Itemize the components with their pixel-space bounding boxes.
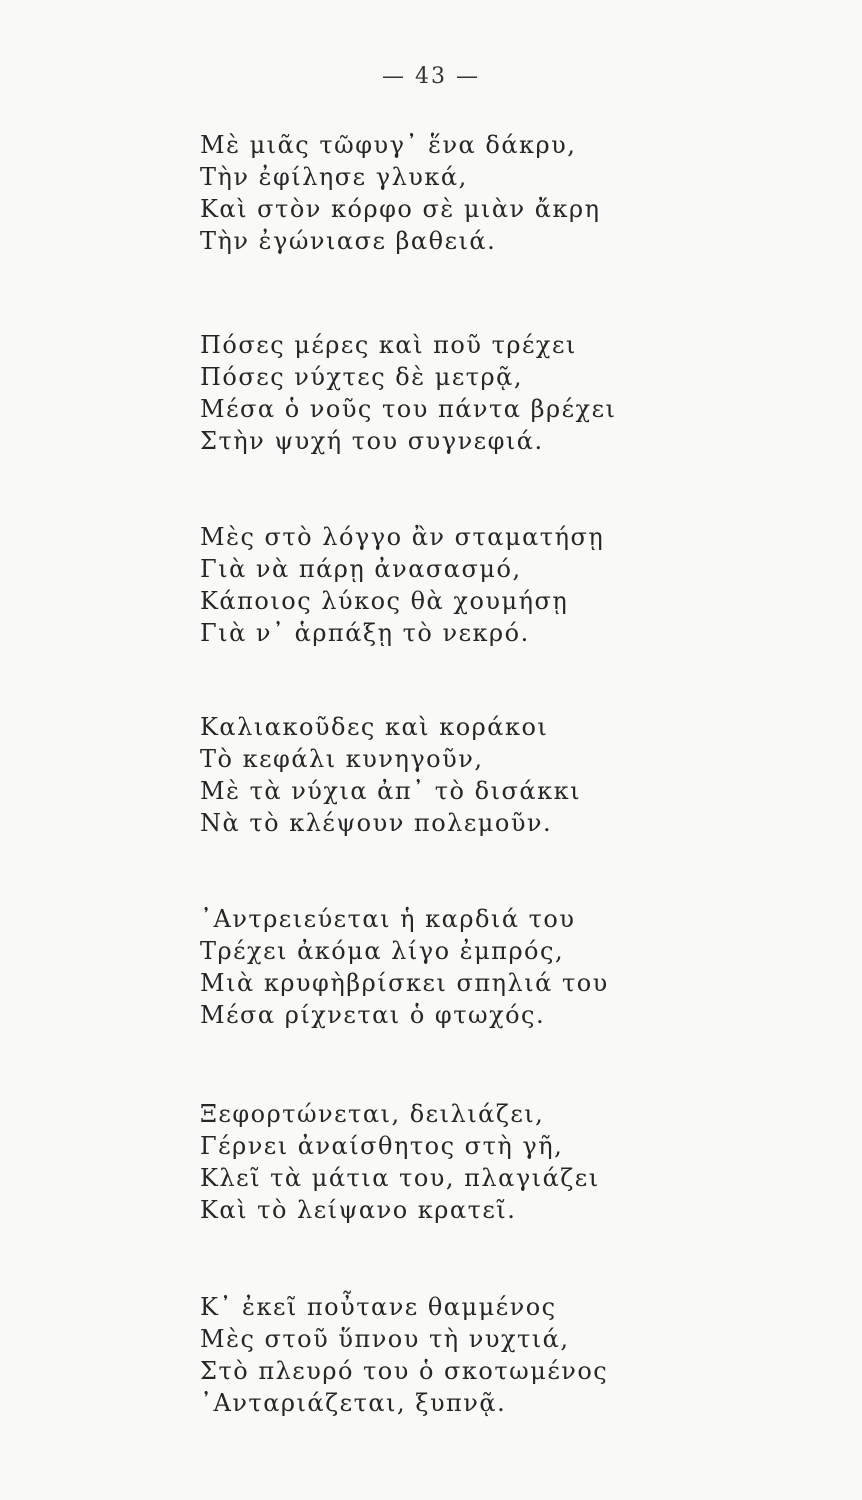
- verse-line: Μέσα ὁ νοῦς του πάντα βρέχει: [200, 395, 617, 423]
- verse-line: Τρέχει ἀκόμα λίγο ἐμπρός,: [200, 937, 565, 965]
- verse-line: ᾿Αντρειεύεται ἡ καρδιά του: [200, 905, 576, 933]
- verse-line: ᾿Ανταριάζεται, ξυπνᾷ.: [200, 1389, 507, 1417]
- stanza-4: [200, 711, 660, 839]
- verse-line: Καὶ τὸ λείψανο κρατεῖ.: [200, 1196, 517, 1224]
- stanza-5: [200, 903, 660, 1031]
- verse-line: Γέρνει ἀναίσθητος στὴ γῆ,: [200, 1132, 564, 1160]
- verse-line: Μὲ τὰ νύχια ἀπ᾿ τὸ δισάκκι: [200, 777, 581, 805]
- verse-line: Μέσα ρίχνεται ὁ φτωχός.: [200, 1001, 546, 1029]
- verse-line: Τὴν ἐγώνιασε βαθειά.: [200, 227, 497, 255]
- verse-line: Στὸ πλευρό του ὁ σκοτωμένος: [200, 1357, 609, 1385]
- verse-line: Γιὰ ν᾿ ἁρπάξῃ τὸ νεκρό.: [200, 619, 530, 647]
- verse-line: Στὴν ψυχή του συγνεφιά.: [200, 427, 544, 455]
- verse-line: Νὰ τὸ κλέψουν πολεμοῦν.: [200, 809, 553, 837]
- verse-line: Τὴν ἐφίλησε γλυκά,: [200, 163, 468, 191]
- stanza-2: [200, 329, 660, 457]
- verse-line: Πόσες νύχτες δὲ μετρᾷ,: [200, 363, 523, 391]
- stanza-1: [200, 129, 660, 257]
- verse-line: Πόσες μέρες καὶ ποῦ τρέχει: [200, 331, 577, 359]
- stanza-3: [200, 521, 660, 649]
- verse-line: Κάποιος λύκος θὰ χουμήσῃ: [200, 587, 569, 615]
- verse-line: Μὲς στὸ λόγγο ἂν σταματήσῃ: [200, 523, 605, 551]
- verse-line: Μιὰ κρυφὴβρίσκει σπηλιά του: [200, 969, 609, 997]
- verse-line: Ξεφορτώνεται, δειλιάζει,: [200, 1100, 545, 1128]
- page-number: — 43 —: [382, 64, 480, 89]
- verse-line: Γιὰ νὰ πάρῃ ἀνασασμό,: [200, 555, 522, 583]
- verse-line: Κλεῖ τὰ μάτια του, πλαγιάζει: [200, 1164, 600, 1192]
- verse-line: Καὶ στὸν κόρφο σὲ μιὰν ἄκρη: [200, 195, 601, 223]
- verse-line: Κ᾿ ἐκεῖ ποὖτανε θαμμένος: [200, 1293, 557, 1321]
- stanza-7: [200, 1291, 660, 1419]
- verse-line: Τὸ κεφάλι κυνηγοῦν,: [200, 745, 484, 773]
- verse-line: Καλιακοῦδες καὶ κοράκοι: [200, 713, 549, 741]
- verse-line: Μὲς στοῦ ὕπνου τὴ νυχτιά,: [200, 1325, 570, 1353]
- verse-line: Μὲ μιᾶς τῶφυγ᾿ ἕνα δάκρυ,: [200, 131, 577, 159]
- stanza-6: [200, 1098, 660, 1226]
